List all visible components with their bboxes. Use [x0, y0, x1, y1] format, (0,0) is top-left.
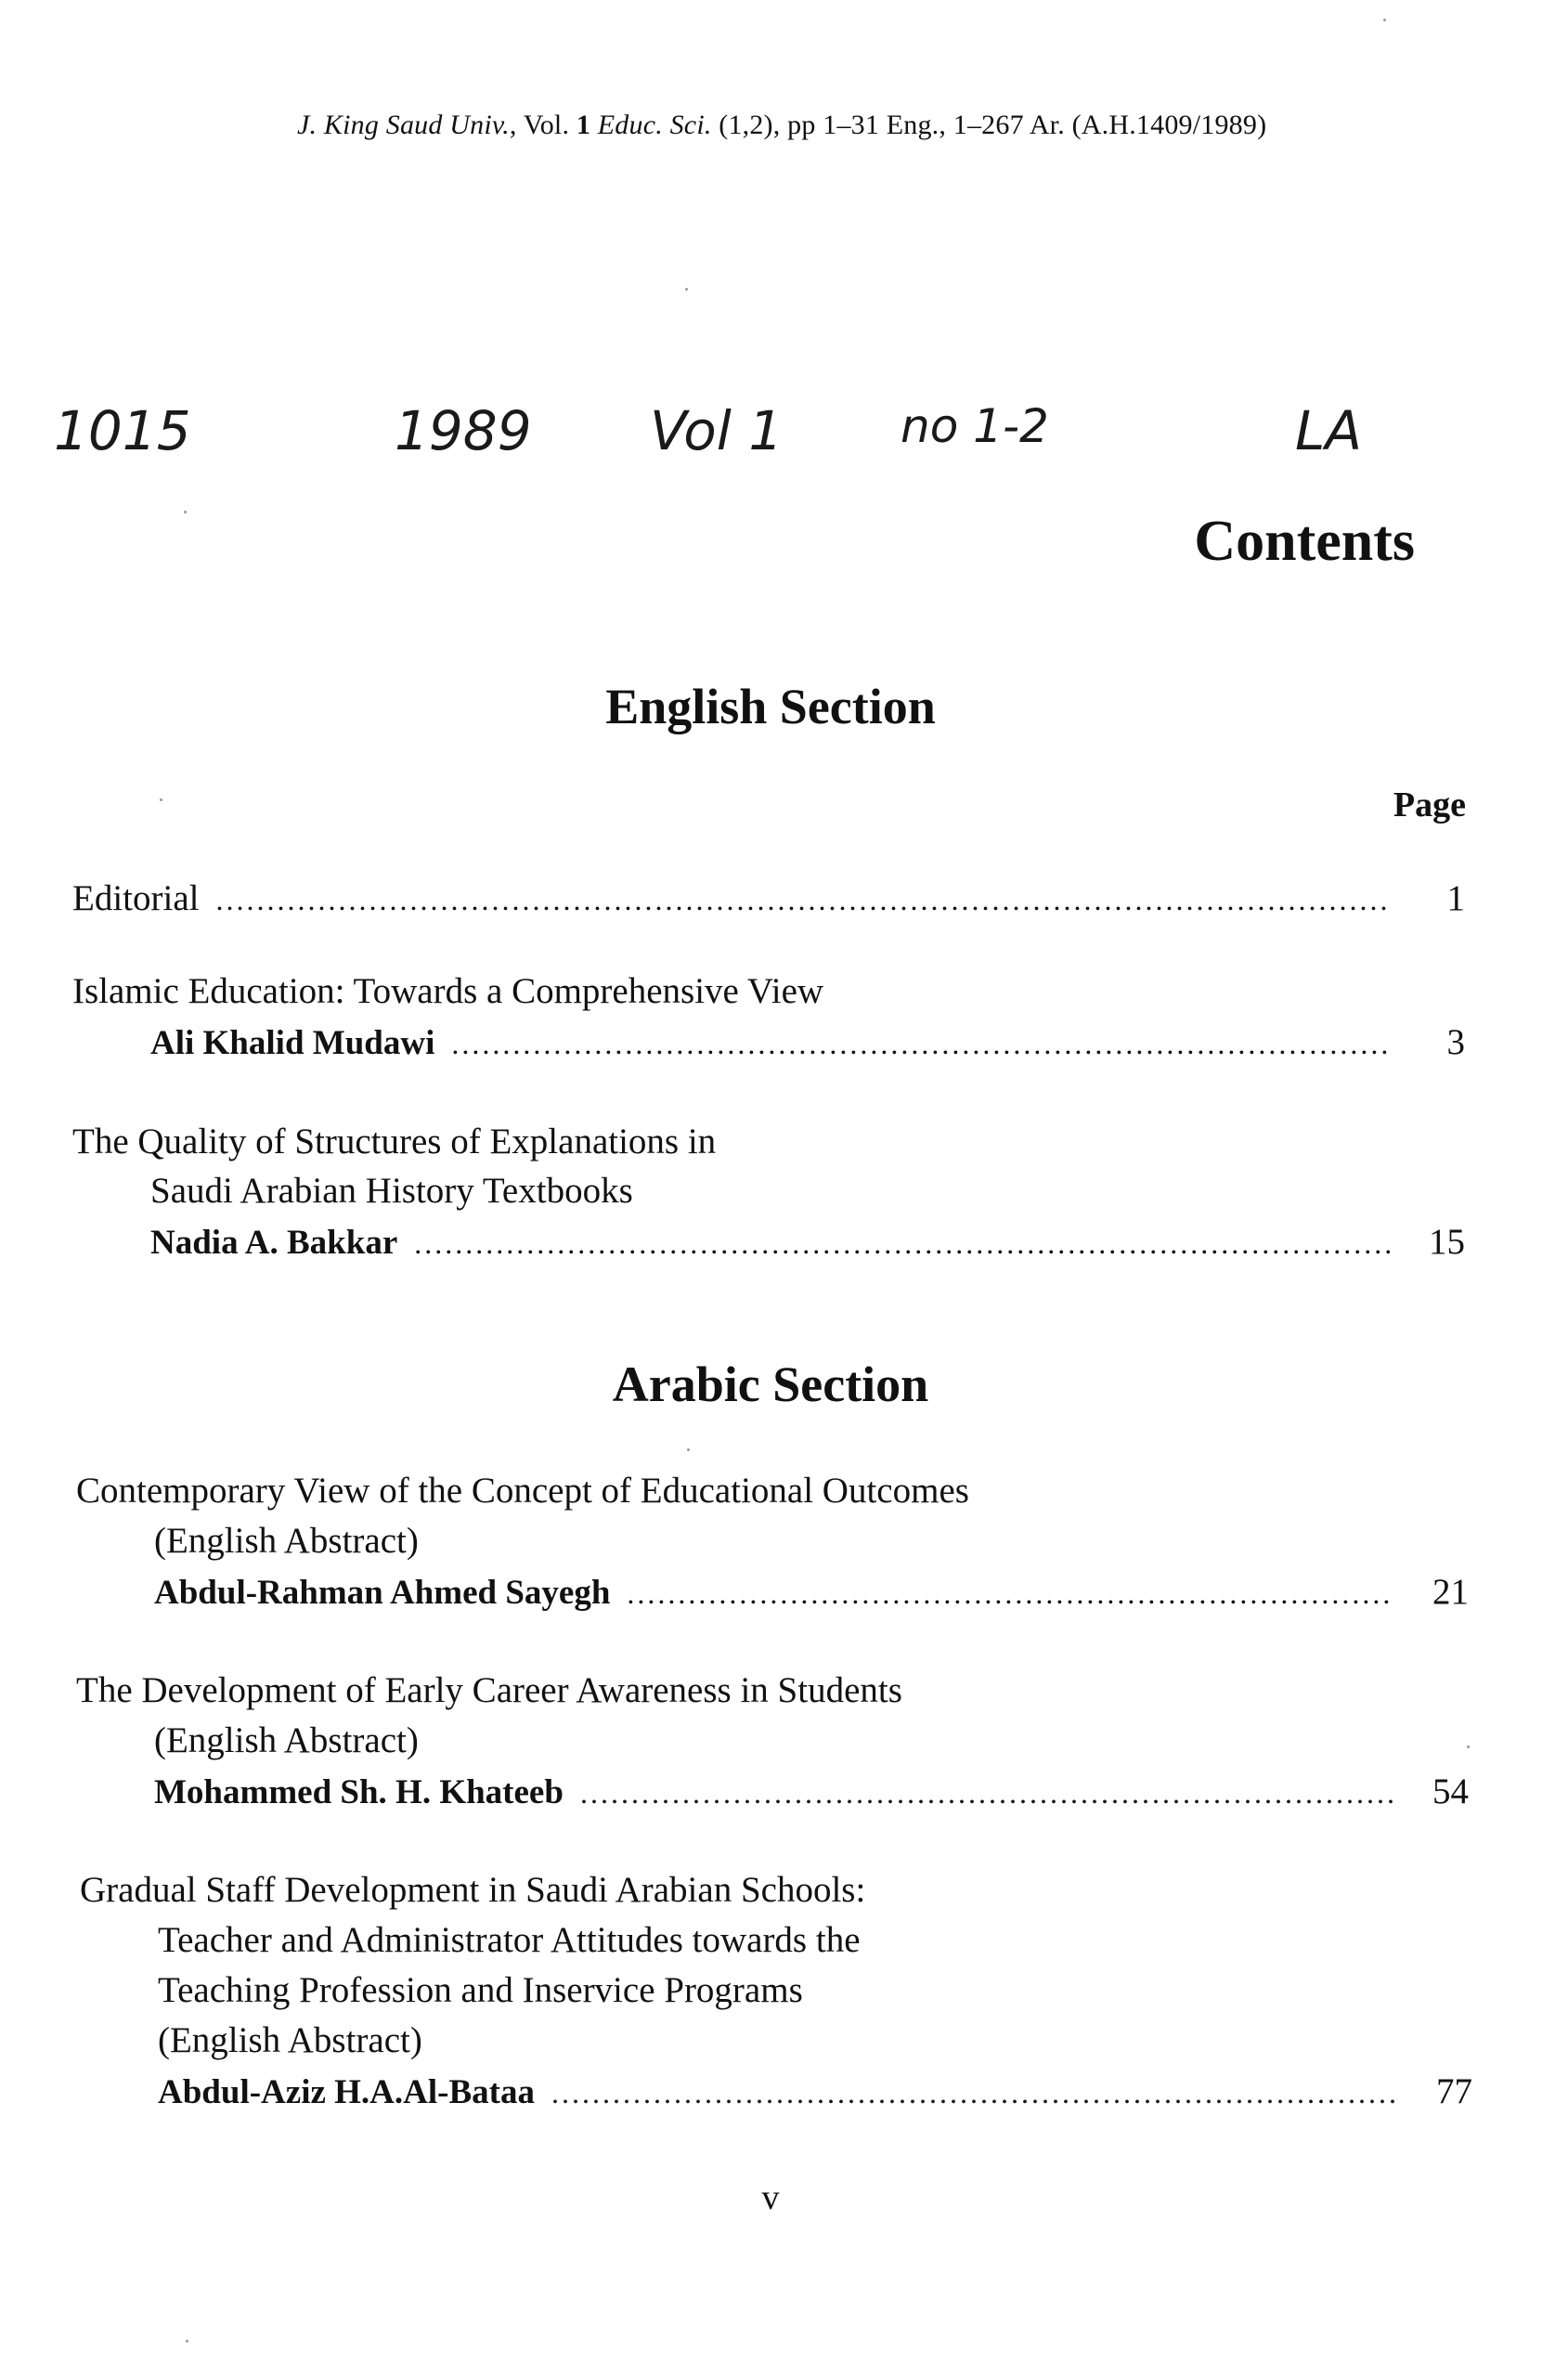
running-head: J. King Saud Univ., Vol. 1 Educ. Sci. (1,2), pp 1–31 Eng., 1–267 Ar. (A.H.1409/1989) — [297, 110, 1267, 140]
scan-speck — [685, 288, 688, 291]
toc-page-number: 3 — [1446, 1022, 1465, 1062]
english-section-title: English Section — [605, 679, 936, 734]
leader-dots — [215, 883, 1391, 917]
toc-entry-early-career-awareness[interactable] — [76, 1771, 1469, 1812]
toc-page-number: 21 — [1432, 1572, 1469, 1612]
toc-entry-author: Abdul-Rahman Ahmed Sayegh — [154, 1574, 611, 1612]
scan-speck — [184, 511, 187, 513]
toc-page-number: 54 — [1432, 1772, 1469, 1811]
leader-dots — [580, 1776, 1394, 1810]
handwritten-volume: Vol 1 — [650, 399, 784, 462]
toc-entry-title-continued: Teaching Profession and Inservice Programs — [158, 1970, 803, 2010]
toc-entry-title-continued: (English Abstract) — [154, 1521, 419, 1561]
leader-dots — [551, 2076, 1398, 2110]
volume-number: 1 — [576, 110, 591, 140]
scan-speck — [160, 798, 162, 801]
leader-dots — [627, 1577, 1394, 1611]
scan-speck — [1467, 1746, 1470, 1748]
page-column-label: Page — [1393, 785, 1466, 824]
journal-name: J. King Saud Univ. — [297, 110, 510, 140]
toc-page-number: 77 — [1436, 2071, 1472, 2111]
scan-speck — [1383, 19, 1386, 21]
toc-entry-title-continued: Teacher and Administrator Attitudes towards the — [158, 1920, 861, 1960]
handwritten-issue: no 1-2 — [901, 399, 1049, 453]
toc-entry-gradual-staff-development[interactable] — [80, 2070, 1472, 2112]
toc-page-number: 15 — [1429, 1222, 1465, 1262]
toc-entry-islamic-education[interactable] — [72, 1021, 1465, 1063]
toc-entry-title: Islamic Education: Towards a Comprehensive View — [72, 971, 824, 1011]
handwritten-year: 1989 — [395, 399, 532, 462]
toc-entry-title-continued: Saudi Arabian History Textbooks — [150, 1171, 633, 1211]
toc-entry-title: Contemporary View of the Concept of Educational Outcomes — [76, 1471, 969, 1511]
toc-entry-author: Nadia A. Bakkar — [150, 1224, 398, 1262]
toc-entry-title: Editorial — [72, 878, 200, 918]
page-folio: v — [761, 2178, 780, 2217]
toc-entry-title: The Quality of Structures of Explanations in — [72, 1122, 717, 1162]
toc-entry-quality-of-structures[interactable] — [72, 1221, 1465, 1263]
toc-entry-title-continued: (English Abstract) — [158, 2020, 422, 2060]
handwritten-accession-number: 1015 — [54, 399, 191, 462]
toc-page-number: 1 — [1446, 878, 1465, 918]
scan-speck — [687, 1448, 690, 1451]
toc-entry-author: Mohammed Sh. H. Khateeb — [154, 1773, 564, 1811]
arabic-section-title: Arabic Section — [612, 1356, 929, 1412]
toc-entry-title: Gradual Staff Development in Saudi Arabian Schools: — [80, 1870, 866, 1910]
toc-entry-editorial[interactable] — [72, 877, 1465, 919]
contents-title: Contents — [1194, 510, 1415, 573]
toc-entry-title-continued: (English Abstract) — [154, 1720, 419, 1760]
leader-dots — [451, 1027, 1391, 1061]
toc-entry-author: Ali Khalid Mudawi — [150, 1024, 435, 1062]
toc-entry-author: Abdul-Aziz H.A.Al-Bataa — [158, 2073, 535, 2111]
toc-entry-contemporary-view[interactable] — [76, 1571, 1469, 1613]
issue-details: (1,2), pp 1–31 Eng., 1–267 Ar. (A.H.1409/1989) — [711, 110, 1267, 140]
journal-field: Educ. Sci. — [590, 110, 712, 140]
toc-entry-title: The Development of Early Career Awareness in Students — [76, 1670, 902, 1710]
handwritten-mark: LA — [1295, 399, 1362, 462]
leader-dots — [414, 1226, 1391, 1261]
scan-speck — [186, 2340, 188, 2343]
